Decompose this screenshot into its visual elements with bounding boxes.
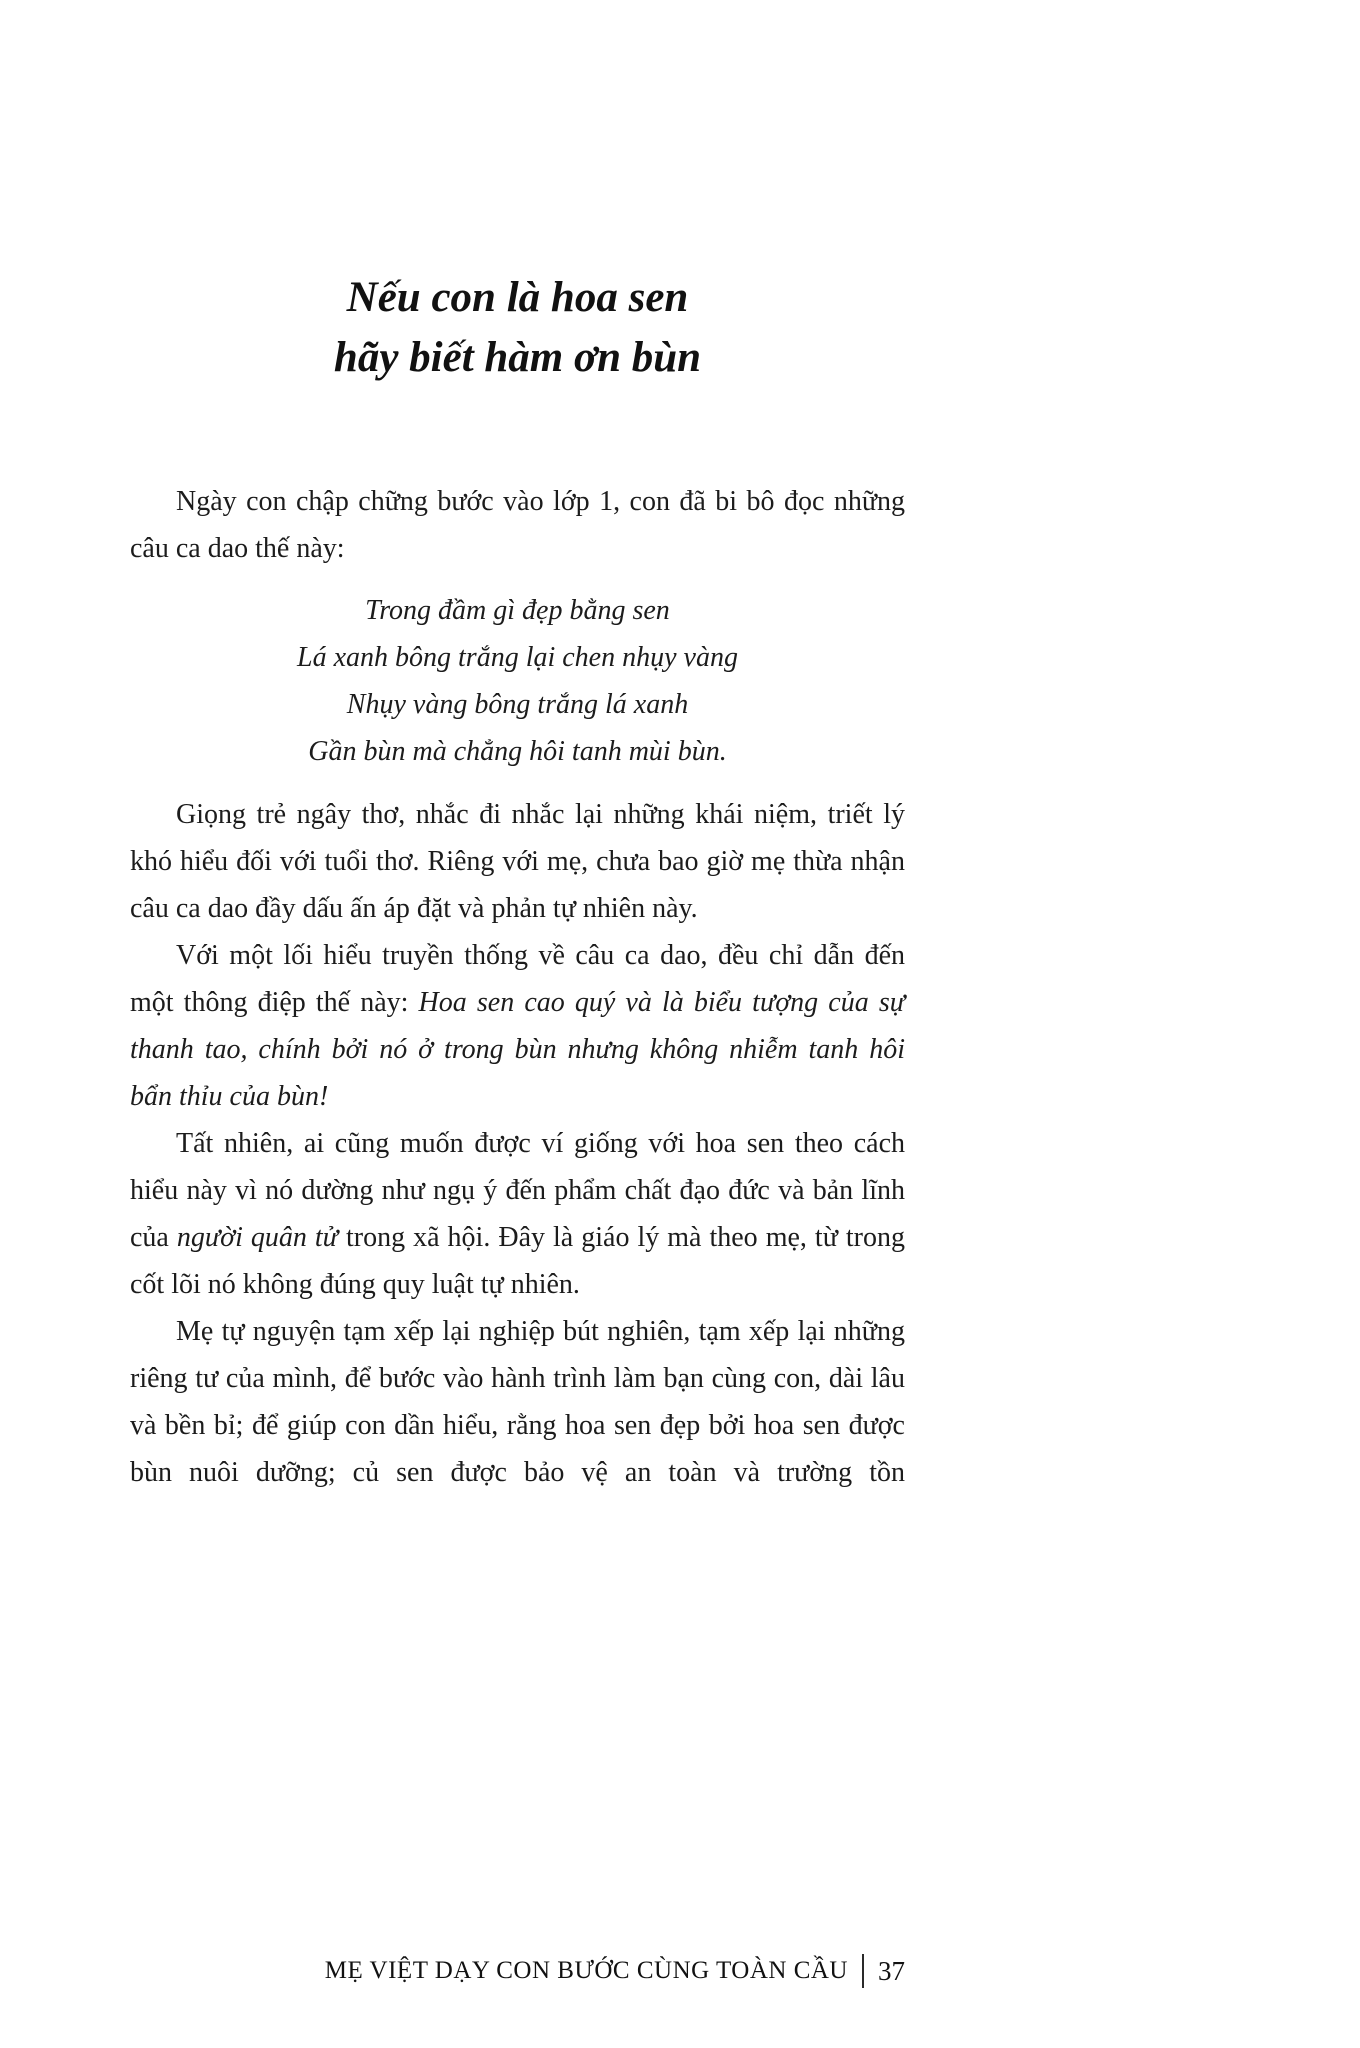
page-body bbox=[130, 478, 905, 1496]
poem-line: Trong đầm gì đẹp bằng sen bbox=[365, 595, 670, 626]
page-number: 37 bbox=[878, 1955, 905, 1986]
paragraph-run: Với một lối hiểu truyền thống về câu ca dao, đều chỉ dẫn đến một thông điệp thế này: bbox=[130, 940, 905, 1018]
paragraph-run: Mẹ tự nguyện tạm xếp lại nghiệp bút nghiên, tạm xếp lại những riêng tư của mình, để bước vào hành trình làm bạn cùng con, dài lâu và bền bỉ; để giúp con dần hiểu, rằng hoa sen đẹp bởi hoa sen được bùn nuôi dưỡng; củ sen được bảo vệ an toàn và trường tồn bbox=[130, 1316, 905, 1488]
poem-line: Nhụy vàng bông trắng lá xanh bbox=[346, 689, 689, 720]
running-title: MẸ VIỆT DẠY CON BƯỚC CÙNG TOÀN CẦU bbox=[324, 1957, 848, 1984]
paragraph-italic-run: người quân tử bbox=[176, 1222, 338, 1253]
paragraph bbox=[130, 1308, 905, 1496]
page-footer bbox=[325, 1954, 905, 1988]
paragraph bbox=[130, 791, 905, 932]
paragraph bbox=[130, 932, 905, 1120]
poem-line: Lá xanh bông trắng lại chen nhụy vàng bbox=[297, 642, 738, 673]
chapter-title bbox=[130, 268, 905, 388]
paragraph-italic-run: Hoa sen cao quý và là biểu tượng của sự thanh tao, chính bởi nó ở trong bùn nhưng không nhiễm tanh hôi bẩn thỉu của bùn! bbox=[130, 987, 905, 1112]
paragraph-run: Giọng trẻ ngây thơ, nhắc đi nhắc lại những khái niệm, triết lý khó hiểu đối với tuổi thơ. Riêng với mẹ, chưa bao giờ mẹ thừa nhận câu ca dao đầy dấu ấn áp đặt và phản tự nhiên này. bbox=[130, 799, 905, 924]
paragraph-run: Tất nhiên, ai cũng muốn được ví giống với hoa sen theo cách hiểu này vì nó dường như ngụ ý đến phẩm chất đạo đức và bản lĩnh của bbox=[130, 1128, 905, 1253]
paragraph-run: Ngày con chập chững bước vào lớp 1, con đã bi bô đọc những câu ca dao thế này: bbox=[130, 486, 905, 564]
paragraph-run: trong xã hội. Đây là giáo lý mà theo mẹ, từ trong cốt lõi nó không đúng quy luật tự nhiên. bbox=[130, 1222, 906, 1300]
footer-divider bbox=[862, 1954, 864, 1988]
poem bbox=[130, 587, 905, 775]
chapter-title-line2: hãy biết hàm ơn bùn bbox=[333, 334, 702, 381]
paragraph bbox=[130, 478, 905, 572]
chapter-title-line1: Nếu con là hoa sen bbox=[346, 274, 689, 321]
paragraph bbox=[130, 1120, 905, 1308]
poem-line: Gần bùn mà chẳng hôi tanh mùi bùn. bbox=[308, 736, 727, 767]
